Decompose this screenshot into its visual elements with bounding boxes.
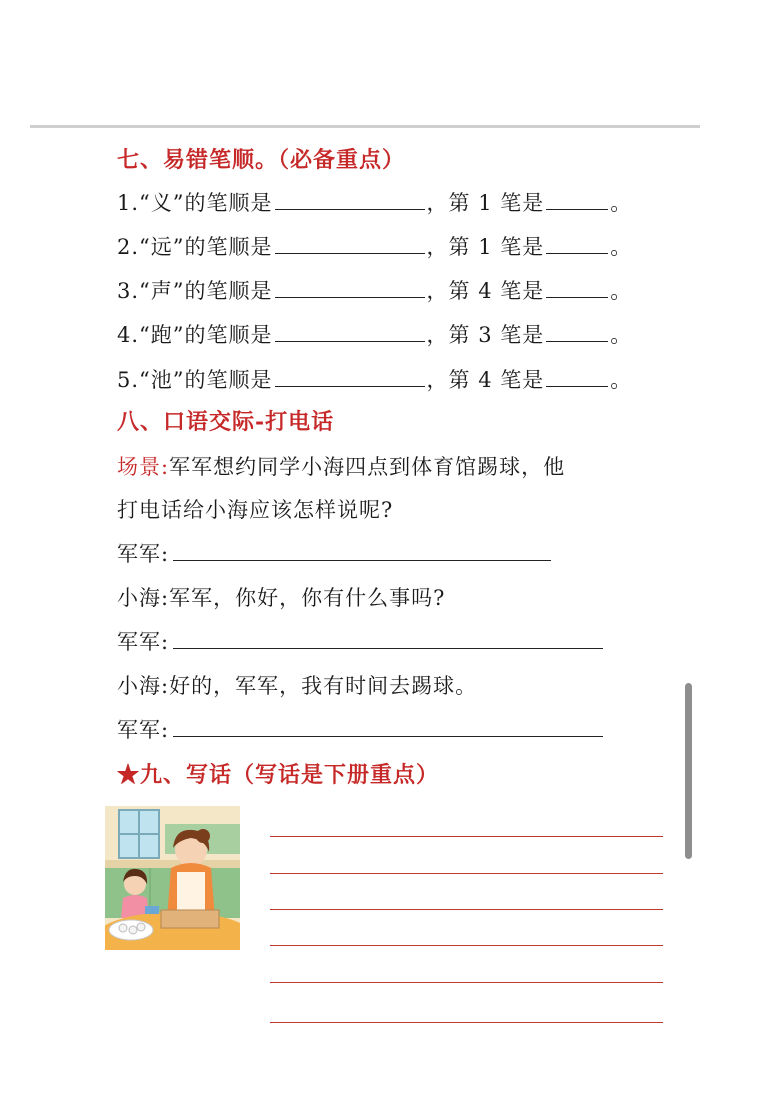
stroke-question-1	[117, 187, 632, 217]
answer-blank-stroke[interactable]	[546, 366, 608, 387]
dialog-line-2	[117, 582, 445, 612]
scene-line-1	[117, 451, 565, 481]
speaker-label: 小海:	[117, 586, 170, 610]
question-end: 。	[610, 235, 633, 259]
question-mid: ，第 1 笔是	[426, 191, 545, 215]
speaker-label: 军军:	[117, 630, 170, 654]
dialog-line-1	[117, 538, 551, 568]
dumpling-making-illustration	[105, 806, 240, 950]
scene-text: 军军想约同学小海四点到体育馆踢球，他	[169, 455, 566, 479]
question-end: 。	[610, 368, 633, 392]
question-end: 。	[610, 191, 633, 215]
top-divider	[30, 125, 700, 128]
question-prefix: 2.“远”的笔顺是	[117, 235, 273, 259]
section-9-title: ★九、写话（写话是下册重点）	[117, 762, 440, 788]
question-end: 。	[610, 279, 633, 303]
question-end: 。	[610, 323, 633, 347]
question-mid: ，第 3 笔是	[426, 323, 545, 347]
answer-blank-stroke[interactable]	[546, 189, 608, 210]
dialog-line-5	[117, 714, 603, 744]
speaker-label: 军军:	[117, 718, 170, 742]
writing-line[interactable]	[270, 873, 663, 874]
writing-line[interactable]	[270, 945, 663, 946]
dialog-text: 好的，军军，我有时间去踢球。	[169, 674, 478, 698]
writing-line[interactable]	[270, 836, 663, 837]
writing-line[interactable]	[270, 982, 663, 983]
dialog-line-4	[117, 670, 477, 700]
answer-blank-stroke[interactable]	[546, 321, 608, 342]
writing-line[interactable]	[270, 909, 663, 910]
dialog-answer-blank[interactable]	[173, 628, 603, 649]
question-prefix: 5.“池”的笔顺是	[117, 368, 273, 392]
answer-blank-strokes[interactable]	[275, 366, 425, 387]
scene-line-2: 打电话给小海应该怎样说呢?	[117, 498, 394, 522]
question-prefix: 3.“声”的笔顺是	[117, 279, 273, 303]
stroke-question-4	[117, 319, 632, 349]
speaker-label: 军军:	[117, 542, 170, 566]
answer-blank-strokes[interactable]	[275, 321, 425, 342]
stroke-question-5	[117, 364, 632, 394]
question-prefix: 1.“义”的笔顺是	[117, 191, 273, 215]
dialog-line-3	[117, 626, 603, 656]
answer-blank-stroke[interactable]	[546, 277, 608, 298]
question-prefix: 4.“跑”的笔顺是	[117, 323, 273, 347]
question-mid: ，第 1 笔是	[426, 235, 545, 259]
section-7-title: 七、易错笔顺。（必备重点）	[117, 147, 406, 173]
question-mid: ，第 4 笔是	[426, 279, 545, 303]
stroke-question-2	[117, 231, 632, 261]
dialog-answer-blank[interactable]	[173, 540, 551, 561]
stroke-question-3	[117, 275, 632, 305]
scene-label: 场景:	[117, 455, 170, 479]
question-mid: ，第 4 笔是	[426, 368, 545, 392]
vertical-scrollbar[interactable]	[685, 683, 692, 859]
answer-blank-strokes[interactable]	[275, 277, 425, 298]
answer-blank-strokes[interactable]	[275, 189, 425, 210]
dialog-text: 军军，你好，你有什么事吗?	[169, 586, 446, 610]
dialog-answer-blank[interactable]	[173, 716, 603, 737]
writing-line[interactable]	[270, 1022, 663, 1023]
answer-blank-stroke[interactable]	[546, 233, 608, 254]
section-8-title: 八、口语交际-打电话	[117, 409, 335, 435]
answer-blank-strokes[interactable]	[275, 233, 425, 254]
speaker-label: 小海:	[117, 674, 170, 698]
